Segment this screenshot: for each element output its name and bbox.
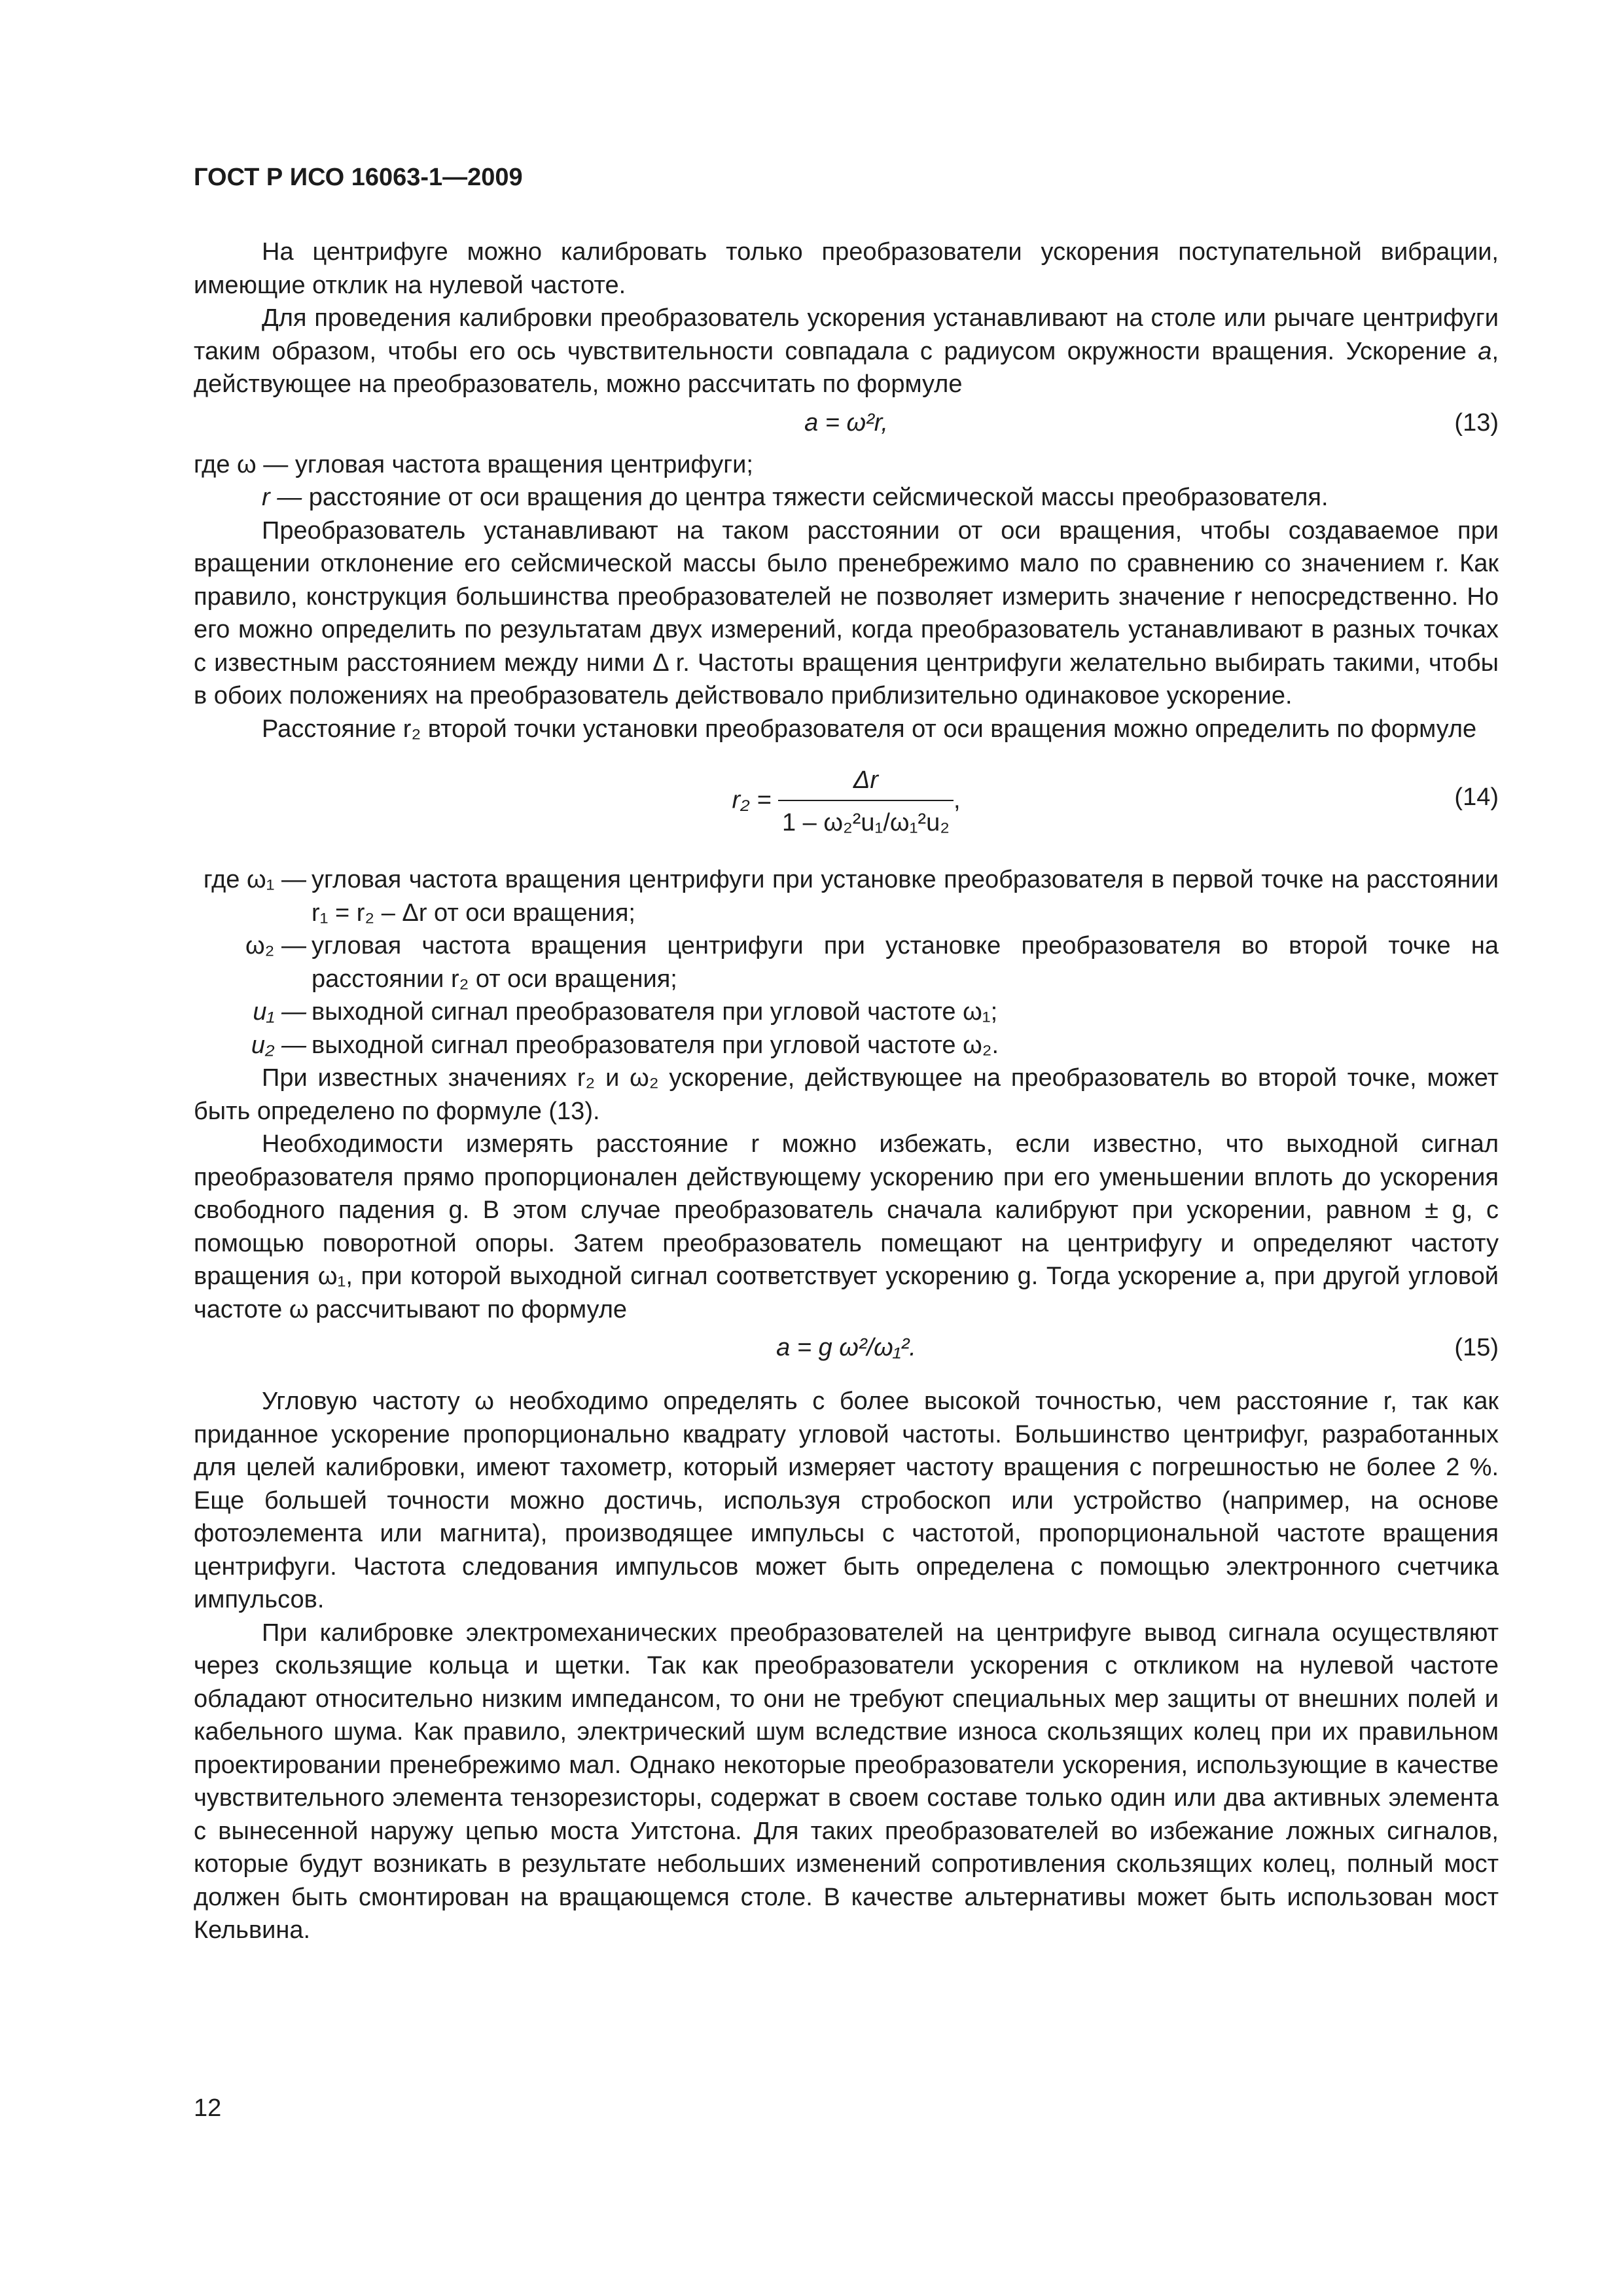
paragraph: При известных значениях r₂ и ω₂ ускорение, действующее на преобразователь во второй точке, может быть определено по формуле (13).	[194, 1064, 1499, 1125]
page-number: 12	[194, 2094, 222, 2122]
paragraph: Преобразователь устанавливают на таком расстоянии от оси вращения, чтобы создаваемое при вращении отклонение его сейсмической массы было пренебрежимо мало по сравнению со значением r. Как правило, конструкция большинства преобразователей не позволяет измерить значение r непосредственно. Но его можно определить по результатам двух измерений, когда преобразователь устанавливают в разных точках с известным расстоянием между ними Δ r. Частоты вращения центрифуги желательно выбирать такими, чтобы в обоих положениях на преобразователь действовало приблизительно одинаковое ускорение.	[194, 516, 1499, 709]
fraction-numerator: Δr	[853, 766, 879, 794]
paragraph: Для проведения калибровки преобразователь ускорения устанавливают на столе или рычаге центрифуги таким образом, чтобы его ось чувствительности совпадала с радиусом окружности вращения. Ускорение a, действующее на преобразователь, можно рассчитать по формуле	[194, 304, 1499, 398]
formula-13	[194, 401, 1499, 448]
formula-number: (15)	[1454, 1334, 1499, 1361]
paragraph: Необходимости измерять расстояние r можно избежать, если известно, что выходной сигнал преобразователя прямо пропорционален действующему ускорению при его уменьшении вплоть до ускорения свободного падения g. В этом случае преобразователь сначала калибруют при ускорении, равном ± g, с помощью поворотной опоры. Затем преобразователь помещают на центрифугу и определяют частоту вращения ω₁, при которой выходной сигнал соответствует ускорению g. Тогда ускорение a, при другой угловой частоте ω рассчитывают по формуле	[194, 1130, 1499, 1323]
paragraph: При калибровке электромеханических преобразователей на центрифуге вывод сигнала осуществляют через скользящие кольца и щетки. Так как преобразователи ускорения с откликом на нулевой частоте обладают относительно низким импедансом, то они не требуют специальных мер защиты от внешних полей и кабельного шума. Как правило, электрический шум вследствие износа скользящих колец при их правильном проектировании пренебрежимо мал. Однако некоторые преобразователи ускорения, использующие в качестве чувствительного элемента тензорезисторы, содержат в своем составе только один или два активных элемента с вынесенной наружу цепью моста Уитстона. Для таких преобразователей во избежание ложных сигналов, которые будут возникать в результате небольших изменений сопротивления скользящих колец, полный мост должен быть смонтирован на вращающемся столе. В качестве альтернативы может быть использован мост Кельвина.	[194, 1619, 1499, 1944]
where-description: выходной сигнал преобразователя при угловой частоте ω₂.	[312, 1031, 999, 1059]
where-description: выходной сигнал преобразователя при угловой частоте ω₁;	[312, 998, 998, 1026]
page-body	[194, 236, 1499, 1947]
where-description: угловая частота вращения центрифуги при установке преобразователя в первой точке на расстоянии r₁ = r₂ – Δr от оси вращения;	[312, 866, 1499, 927]
formula-expression: r₂ = $\frac{\Delta r}{\text{1 – ω₂²u₁/ω₁²u₂}}$ ,	[194, 764, 1499, 839]
where-symbol: u₁ —	[253, 998, 306, 1026]
where-symbol: где ω₁ —	[203, 866, 306, 893]
paragraph: На центрифуге можно калибровать только преобразователи ускорения поступательной вибрации, имеющие отклик на нулевой частоте.	[194, 238, 1499, 299]
fraction-denominator: 1 – ω₂²u₁/ω₁²u₂	[778, 800, 954, 840]
formula-15	[194, 1326, 1499, 1385]
document-header: ГОСТ Р ИСО 16063-1—2009	[194, 164, 523, 191]
formula-expression: a = g ω²/ω₁².	[776, 1334, 916, 1361]
formula-number: (13)	[1454, 408, 1499, 437]
where-symbol: u₂ —	[251, 1031, 306, 1059]
where-description: угловая частота вращения центрифуги при установке преобразователя во второй точке на расстоянии r₂ от оси вращения;	[312, 932, 1499, 993]
where-list	[194, 863, 1499, 1062]
formula-14	[194, 757, 1499, 855]
where-line: r — расстояние от оси вращения до центра тяжести сейсмической массы преобразователя.	[262, 484, 1329, 511]
paragraph: Угловую частоту ω необходимо определять с более высокой точностью, чем расстояние r, так как приданное ускорение пропорционально квадрату угловой частоты. Большинство центрифуг, разработанных для целей калибровки, имеют тахометр, который измеряет частоту вращения с погрешностью не более 2 %. Еще большей точности можно достичь, используя стробоскоп или устройство (например, на основе фотоэлемента или магнита), производящее импульсы с частотой, пропорциональной частоте вращения центрифуги. Частота следования импульсов может быть определена с помощью электронного счетчика импульсов.	[194, 1388, 1499, 1613]
where-symbol: ω₂ —	[245, 932, 306, 960]
fraction	[778, 764, 954, 839]
formula-expression: a = ω²r,	[804, 408, 888, 437]
paragraph: Расстояние r₂ второй точки установки преобразователя от оси вращения можно определить по формуле	[262, 715, 1477, 743]
where-line: где ω — угловая частота вращения центрифуги;	[194, 450, 753, 478]
formula-number: (14)	[1454, 783, 1499, 811]
